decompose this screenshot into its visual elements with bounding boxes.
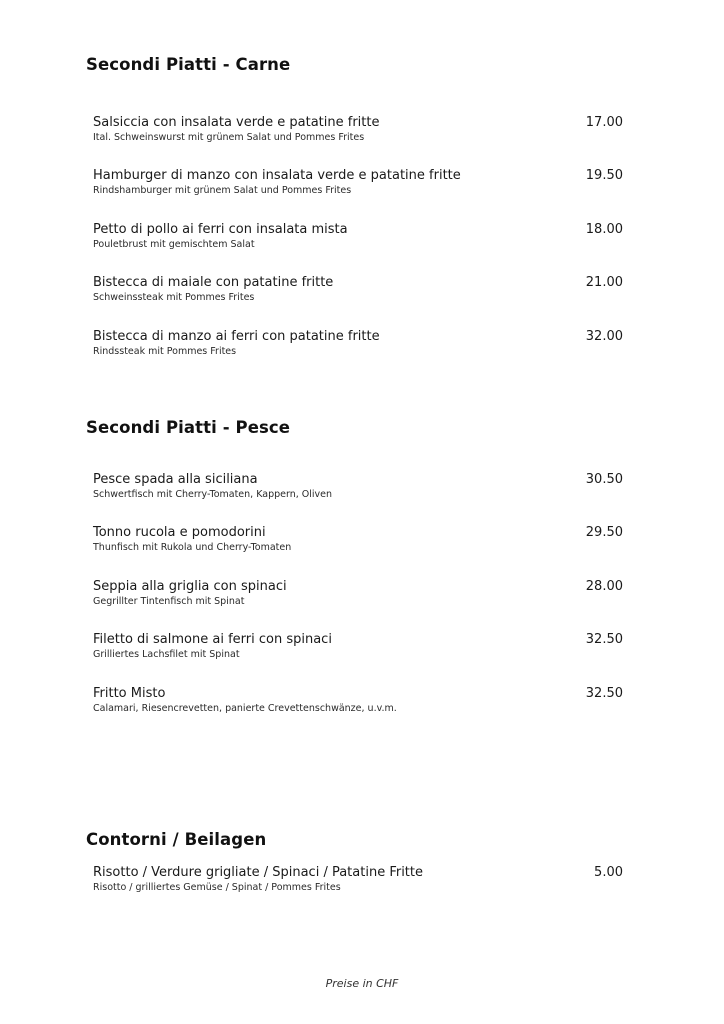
item-name: Seppia alla griglia con spinaci xyxy=(93,579,287,594)
item-description: Risotto / grilliertes Gemüse / Spinat / Pommes Frites xyxy=(93,882,341,893)
item-price: 19.50 xyxy=(585,168,623,183)
menu-item xyxy=(93,329,623,369)
menu-item xyxy=(93,525,623,565)
item-price: 28.00 xyxy=(585,579,623,594)
item-name: Risotto / Verdure grigliate / Spinaci / Patatine Fritte xyxy=(93,865,424,880)
menu-item xyxy=(93,579,623,619)
menu-item xyxy=(93,686,623,726)
menu-item xyxy=(93,632,623,672)
item-description: Rindshamburger mit grünem Salat und Pommes Frites xyxy=(93,185,352,196)
item-price: 32.50 xyxy=(585,686,623,701)
item-price: 18.00 xyxy=(585,222,623,237)
section-title: Secondi Piatti - Pesce xyxy=(86,418,291,437)
item-name: Tonno rucola e pomodorini xyxy=(93,525,266,540)
item-name: Hamburger di manzo con insalata verde e patatine fritte xyxy=(93,168,461,183)
section-contorni xyxy=(86,830,646,893)
item-name: Pesce spada alla siciliana xyxy=(93,472,258,487)
menu-item xyxy=(93,275,623,315)
item-description: Calamari, Riesencrevetten, panierte Crevettenschwänze, u.v.m. xyxy=(93,703,397,714)
item-price: 30.50 xyxy=(585,472,623,487)
item-name: Fritto Misto xyxy=(93,686,166,701)
item-name: Salsiccia con insalata verde e patatine fritte xyxy=(93,115,380,130)
item-name: Bistecca di manzo ai ferri con patatine fritte xyxy=(93,329,380,344)
section-pesce xyxy=(86,418,646,714)
menu-item xyxy=(93,472,623,512)
item-description: Gegrillter Tintenfisch mit Spinat xyxy=(93,596,245,607)
item-description: Schwertfisch mit Cherry-Tomaten, Kappern, Oliven xyxy=(93,489,333,500)
item-description: Ital. Schweinswurst mit grünem Salat und Pommes Frites xyxy=(93,132,365,143)
item-price: 5.00 xyxy=(594,865,623,880)
item-description: Thunfisch mit Rukola und Cherry-Tomaten xyxy=(93,542,292,553)
item-description: Rindssteak mit Pommes Frites xyxy=(93,346,237,357)
item-price: 29.50 xyxy=(585,525,623,540)
item-name: Petto di pollo ai ferri con insalata mista xyxy=(93,222,348,237)
item-description: Pouletbrust mit gemischtem Salat xyxy=(93,239,255,250)
section-carne xyxy=(86,55,646,357)
menu-item xyxy=(93,115,623,155)
item-name: Bistecca di maiale con patatine fritte xyxy=(93,275,334,290)
item-description: Grilliertes Lachsfilet mit Spinat xyxy=(93,649,240,660)
item-description: Schweinssteak mit Pommes Frites xyxy=(93,292,255,303)
section-title: Contorni / Beilagen xyxy=(86,830,267,849)
menu-item xyxy=(93,168,623,208)
item-price: 21.00 xyxy=(585,275,623,290)
currency-note: Preise in CHF xyxy=(325,977,399,990)
item-name: Filetto di salmone ai ferri con spinaci xyxy=(93,632,332,647)
item-price: 32.00 xyxy=(585,329,623,344)
menu-item xyxy=(93,865,623,905)
item-price: 32.50 xyxy=(585,632,623,647)
section-title: Secondi Piatti - Carne xyxy=(86,55,291,74)
menu-item xyxy=(93,222,623,262)
item-price: 17.00 xyxy=(585,115,623,130)
